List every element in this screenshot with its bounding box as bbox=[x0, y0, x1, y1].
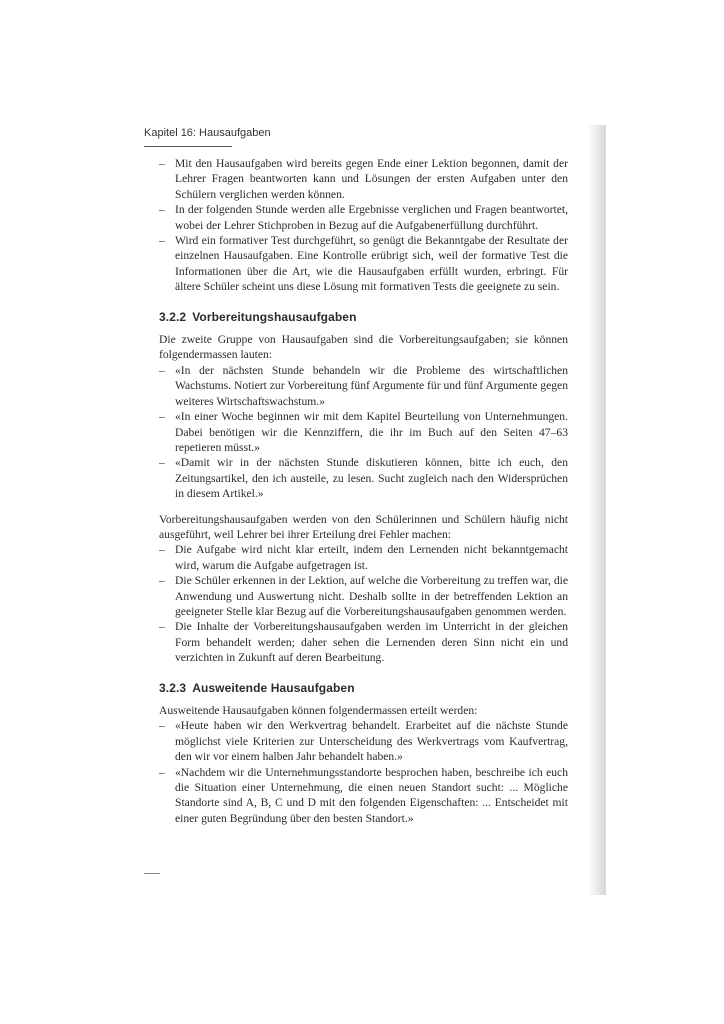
list-item-text: «Heute haben wir den Werkvertrag behandelt. Erarbeitet auf die nächste Stunde möglichst viele Kriterien zur Unterscheidung des Werkvertrags vom Kaufvertrag, den wir vor einem halben Jahr behandelt haben.» bbox=[175, 719, 568, 764]
extension-examples-list bbox=[159, 718, 568, 826]
intro-list bbox=[159, 156, 568, 295]
list-item-text: «Damit wir in der nächsten Stunde diskutieren können, bitte ich euch, den Zeitungsartikel, den ich austeile, zu lesen. Sucht zugleich nach den Widersprüchen in diesem Artikel.» bbox=[175, 456, 568, 501]
list-item bbox=[159, 409, 568, 455]
paragraph: Die zweite Gruppe von Hausaufgaben sind die Vorbereitungsaufgaben; sie können folgendermassen lauten: bbox=[159, 333, 568, 362]
list-dash: – bbox=[159, 203, 165, 217]
list-item bbox=[159, 765, 568, 827]
list-item-text: «In einer Woche beginnen wir mit dem Kapitel Beurteilung von Unternehmungen. Dabei benötigen wir die Kennziffern, die ihr im Buch auf den Seiten 47–63 repetieren müsst.» bbox=[175, 410, 568, 454]
section-title: Vorbereitungshausaufgaben bbox=[192, 309, 357, 324]
list-dash: – bbox=[159, 620, 165, 634]
list-item-text: «Nachdem wir die Unternehmungsstandorte besprochen haben, beschreibe ich euch die Situation einer Unternehmung, die einen neuen Standort sucht: ... Mögliche Standorte sind A, B, C und D mit den folgenden Eigenschaften: ... Entscheidet mit einer guten Begründung über den besten Standort.» bbox=[175, 765, 568, 825]
footer-rule bbox=[144, 873, 160, 874]
section-number: 3.2.2 bbox=[159, 309, 187, 324]
list-dash: – bbox=[159, 363, 165, 377]
teacher-errors-list bbox=[159, 542, 568, 665]
list-dash: – bbox=[159, 543, 165, 557]
section-heading-3-2-3 bbox=[159, 681, 568, 696]
list-dash: – bbox=[159, 765, 165, 779]
list-item-text: Die Aufgabe wird nicht klar erteilt, indem den Lernenden nicht bekanntgemacht wird, warum die Aufgabe aufgetragen ist. bbox=[175, 543, 568, 572]
paragraph: Ausweitende Hausaufgaben können folgendermassen erteilt werden: bbox=[159, 704, 478, 717]
list-item bbox=[159, 455, 568, 501]
header-rule bbox=[144, 146, 232, 147]
list-dash: – bbox=[159, 410, 165, 424]
list-item-text: Die Inhalte der Vorbereitungshausaufgaben werden im Unterricht in der gleichen Form behandelt werden; daher sehen die Lernenden deren Sinn nicht ein und verzichten in Zukunft auf deren Bearbeitung. bbox=[175, 620, 568, 665]
running-head: Kapitel 16: Hausaufgaben bbox=[144, 127, 271, 139]
section-number: 3.2.3 bbox=[159, 680, 187, 695]
list-item bbox=[159, 718, 568, 764]
list-item bbox=[159, 542, 568, 573]
list-dash: – bbox=[159, 719, 165, 733]
list-item bbox=[159, 233, 568, 295]
list-item bbox=[159, 573, 568, 619]
list-dash: – bbox=[159, 157, 165, 170]
scan-shadow bbox=[588, 125, 606, 895]
body-text bbox=[159, 156, 568, 826]
list-item-text: Die Schüler erkennen in der Lektion, auf welche die Vorbereitung zu treffen war, die Anwendung und Auswertung nicht. Deshalb sollte in der betreffenden Lektion an geeigneter Stelle klar Bezug auf die Vorbereitungshausaufgaben genommen werden. bbox=[175, 574, 568, 618]
section-heading-3-2-2 bbox=[159, 310, 568, 325]
list-item-text: Mit den Hausaufgaben wird bereits gegen Ende einer Lektion begonnen, damit der Lehrer Fragen beantworten kann und Lösungen der ersten Aufgaben unter den Schülern verglichen werden können. bbox=[175, 157, 568, 201]
section-title: Ausweitende Hausaufgaben bbox=[192, 680, 355, 695]
list-dash: – bbox=[159, 456, 165, 470]
list-dash: – bbox=[159, 234, 165, 248]
list-item bbox=[159, 619, 568, 665]
list-item bbox=[159, 156, 568, 202]
list-item-text: Wird ein formativer Test durchgeführt, so genügt die Bekanntgabe der Resultate der einzelnen Hausaufgaben. Eine Kontrolle erübrigt sich, weil der formative Test die Informationen über die Art, wie die Hausaufgaben erfüllt wurden, erbringt. Für ältere Schüler scheint uns diese Lösung mit formativen Tests die geeignete zu sein. bbox=[175, 234, 568, 294]
list-dash: – bbox=[159, 574, 165, 588]
list-item-text: In der folgenden Stunde werden alle Ergebnisse verglichen und Fragen beantwortet, wobei der Lehrer Stichproben in Bezug auf die Aufgabenerfüllung durchführt. bbox=[175, 203, 568, 232]
list-item bbox=[159, 202, 568, 233]
list-item bbox=[159, 363, 568, 409]
spacer bbox=[159, 502, 568, 512]
list-item-text: «In der nächsten Stunde behandeln wir die Probleme des wirtschaftlichen Wachstums. Notiert zur Vorbereitung fünf Argumente für und fünf Argumente gegen weiteres Wirtschaftswachstum.» bbox=[175, 363, 568, 408]
preparation-examples-list bbox=[159, 363, 568, 502]
paragraph: Vorbereitungshausaufgaben werden von den Schülerinnen und Schülern häufig nicht ausgeführt, weil Lehrer bei ihrer Erteilung drei Fehler machen: bbox=[159, 512, 568, 541]
